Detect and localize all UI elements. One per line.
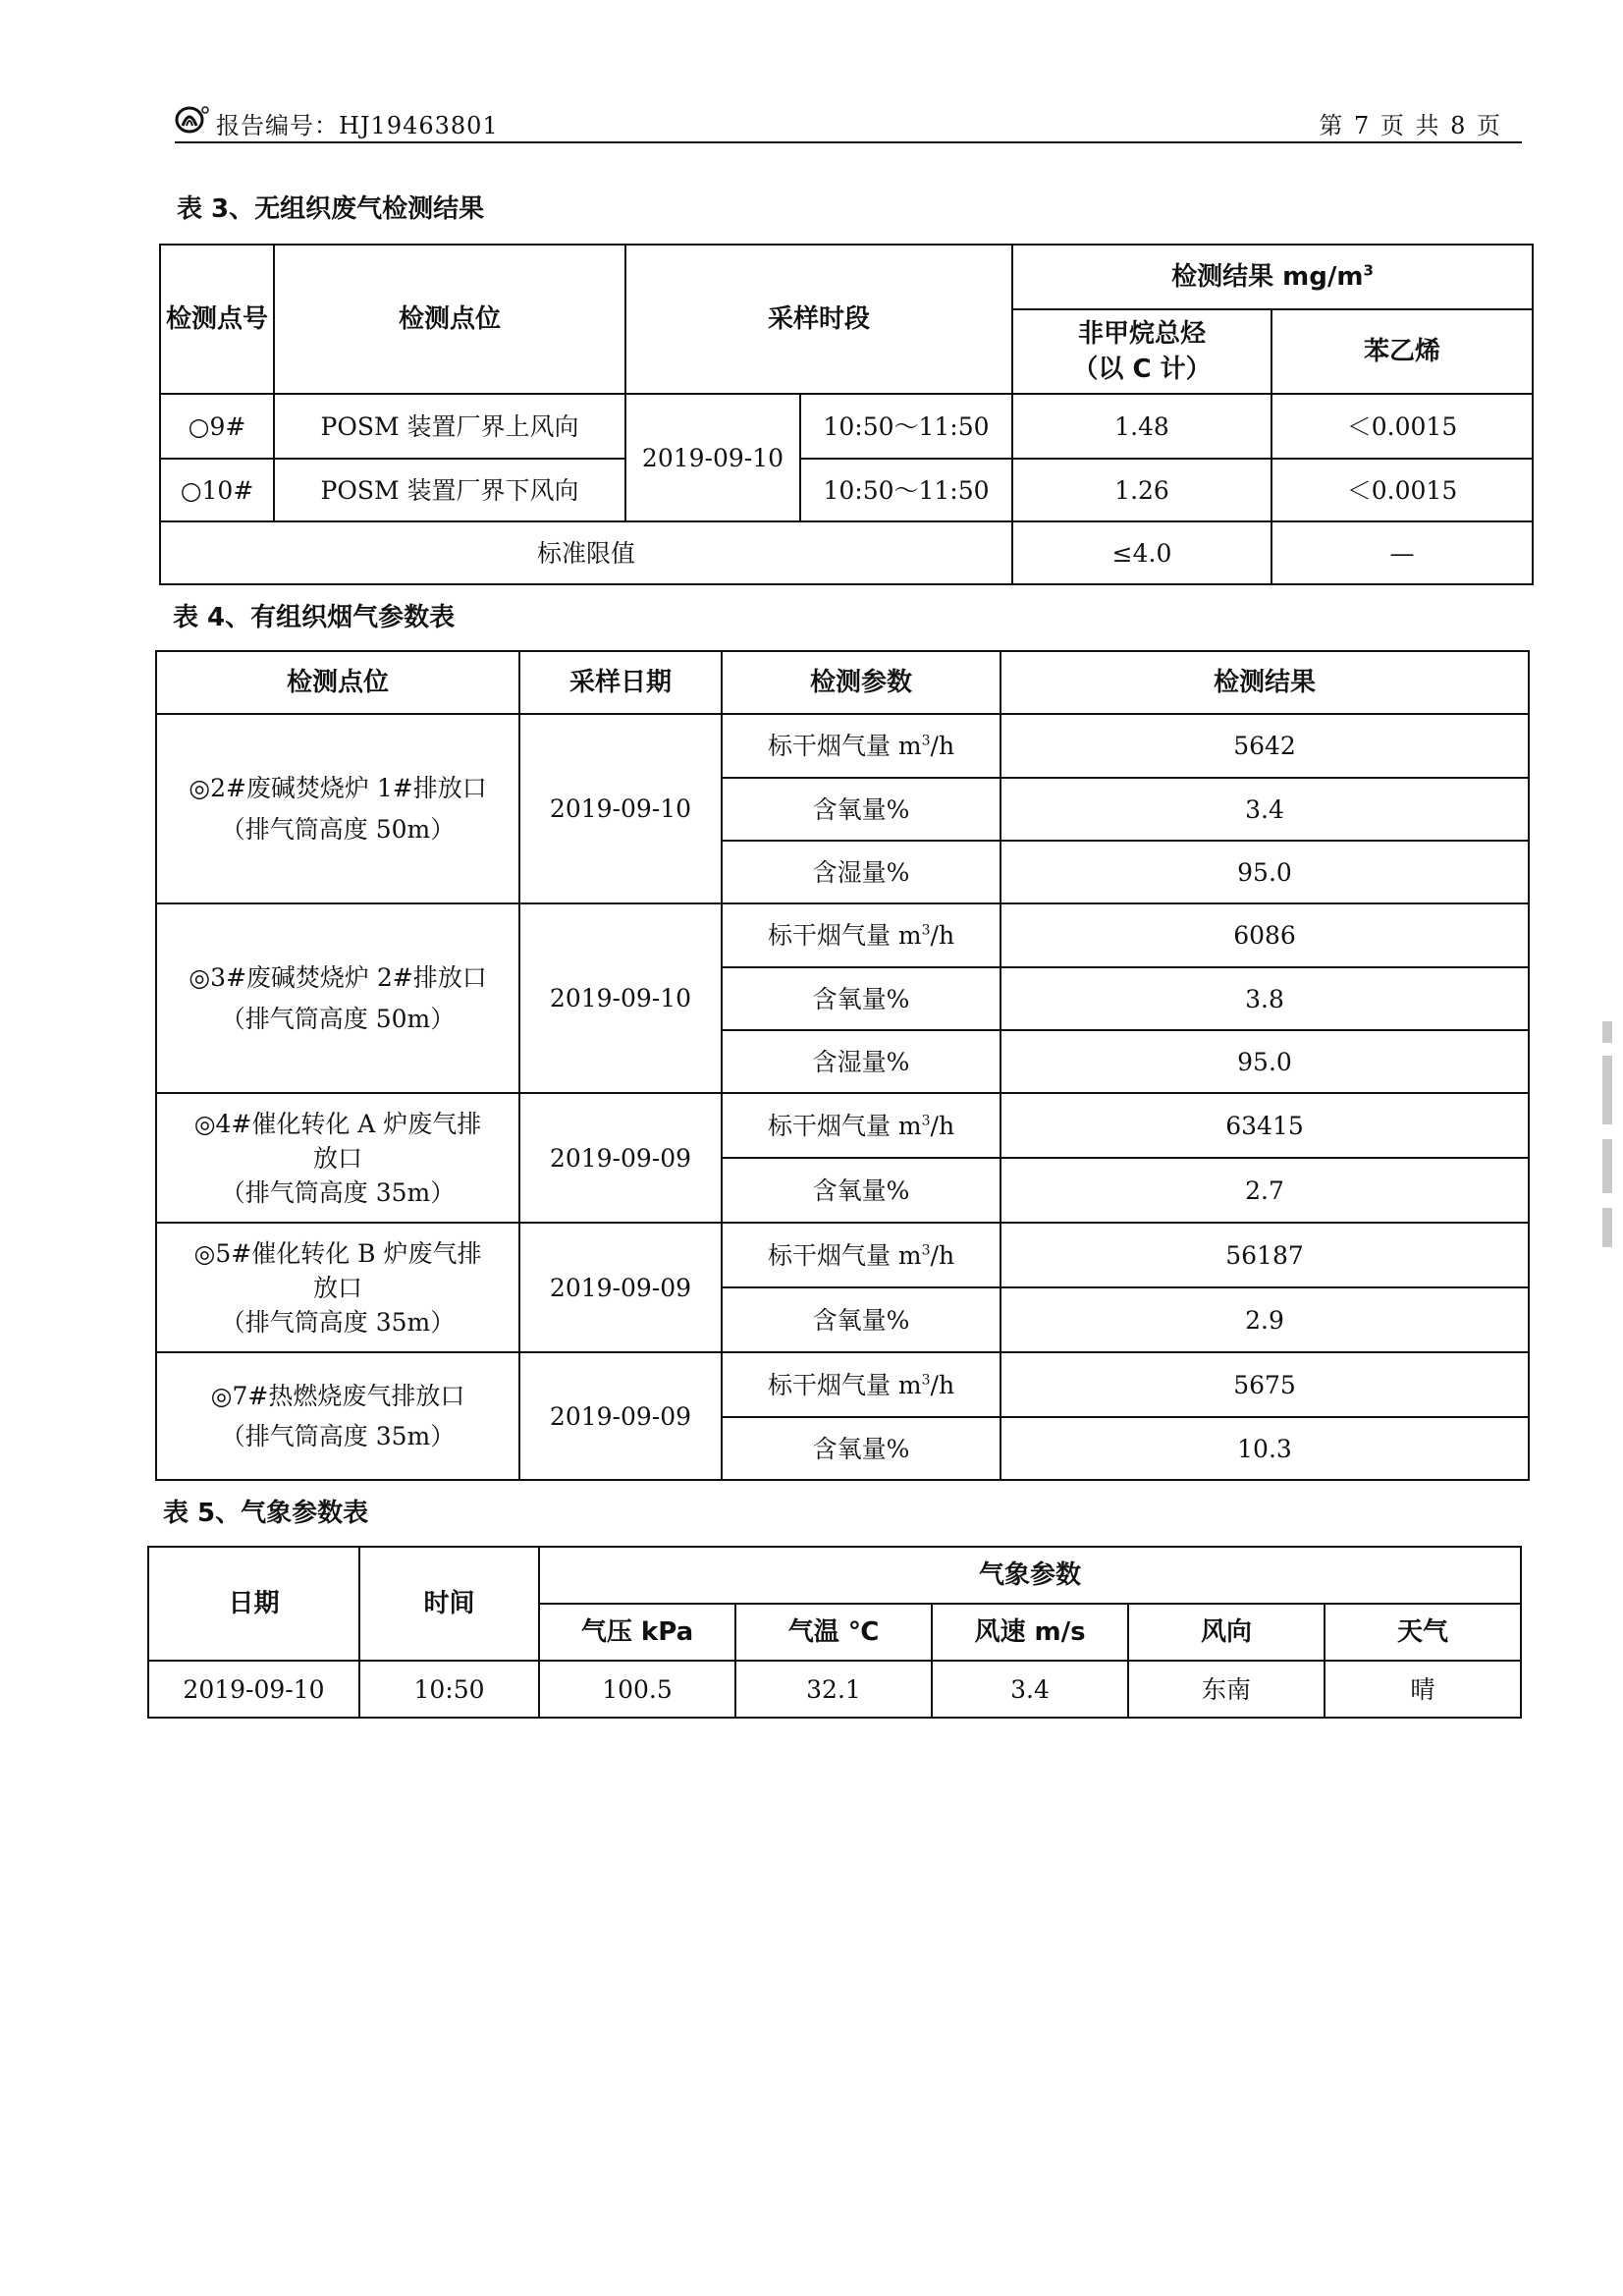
table-row (148, 1661, 1521, 1718)
temp-cell: 32.1 (735, 1661, 932, 1718)
table-row (156, 1093, 1529, 1158)
param-cell: 标干烟气量 $m^3/h$ (722, 1352, 1001, 1417)
table3-unorganized-exhaust (159, 244, 1534, 585)
result-cell: 95.0 (1001, 841, 1529, 903)
date-cell: 2019-09-09 (519, 1093, 722, 1223)
point-cell: ◎7#热燃烧废气排放口 （排气筒高度 35m） (156, 1352, 519, 1480)
param-cell: 含湿量% (722, 841, 1001, 903)
date-cell: 2019-09-10 (625, 394, 800, 521)
table-row (160, 394, 1533, 459)
header-wind-dir: 风向 (1128, 1604, 1325, 1661)
param-cell: 含氧量% (722, 1287, 1001, 1352)
point-cell: ◎3#废碱焚烧炉 2#排放口 （排气筒高度 50m） (156, 903, 519, 1093)
header-time: 时间 (359, 1547, 539, 1661)
point-cell: POSM 装置厂界上风向 (274, 394, 625, 459)
table-row (156, 903, 1529, 967)
header-point-no: 检测点号 (160, 245, 274, 394)
page-header (175, 102, 1522, 143)
date-cell: 2019-09-09 (519, 1352, 722, 1480)
styrene-cell: ＜0.0015 (1271, 459, 1533, 521)
nmhc-cell: 1.26 (1012, 459, 1271, 521)
result-cell: 2.9 (1001, 1287, 1529, 1352)
wind-speed-cell: 3.4 (932, 1661, 1128, 1718)
limit-row (160, 521, 1533, 584)
header-styrene: 苯乙烯 (1271, 309, 1533, 394)
param-cell: 标干烟气量 $m^3/h$ (722, 1223, 1001, 1287)
header-date: 日期 (148, 1547, 359, 1661)
table-row (156, 1223, 1529, 1287)
header-period: 采样时段 (625, 245, 1012, 394)
param-cell: 标干烟气量 $m^3/h$ (722, 714, 1001, 778)
param-cell: 标干烟气量 $m^3/h$ (722, 903, 1001, 967)
table-row (160, 459, 1533, 521)
limit-label: 标准限值 (160, 521, 1012, 584)
point-no-cell: ○9# (160, 394, 274, 459)
point-no-cell: ○10# (160, 459, 274, 521)
table4-stack-gas-params (155, 650, 1530, 1481)
table4-caption: 表 4、有组织烟气参数表 (173, 603, 456, 632)
header-weather: 天气 (1325, 1604, 1521, 1661)
table5-weather-params (147, 1546, 1522, 1719)
scan-edge-mark (1602, 1056, 1612, 1124)
table-row (156, 1352, 1529, 1417)
param-cell: 标干烟气量 $m^3/h$ (722, 1093, 1001, 1158)
scan-edge-mark (1602, 1139, 1612, 1193)
point-cell: ◎4#催化转化 A 炉废气排 放口 （排气筒高度 35m） (156, 1093, 519, 1223)
result-cell: 5675 (1001, 1352, 1529, 1417)
limit-nmhc: ≤4.0 (1012, 521, 1271, 584)
param-cell: 含氧量% (722, 778, 1001, 841)
param-cell: 含氧量% (722, 1158, 1001, 1223)
header-weather-group: 气象参数 (539, 1547, 1521, 1604)
time-cell: 10:50～11:50 (800, 394, 1012, 459)
result-cell: 95.0 (1001, 1030, 1529, 1093)
scan-edge-mark (1602, 1208, 1612, 1247)
header-temp: 气温 ℃ (735, 1604, 932, 1661)
report-number: 报告编号：HJ19463801 (216, 112, 499, 139)
scan-edge-mark (1602, 1021, 1612, 1043)
result-cell: 2.7 (1001, 1158, 1529, 1223)
table5-caption: 表 5、气象参数表 (163, 1499, 369, 1528)
company-logo-icon (175, 104, 210, 134)
header-point: 检测点位 (156, 651, 519, 714)
header-date: 采样日期 (519, 651, 722, 714)
result-cell: 3.8 (1001, 967, 1529, 1030)
result-cell: 56187 (1001, 1223, 1529, 1287)
date-cell: 2019-09-09 (519, 1223, 722, 1352)
table3-caption: 表 3、无组织废气检测结果 (177, 194, 485, 224)
time-cell: 10:50～11:50 (800, 459, 1012, 521)
header-nmhc: 非甲烷总烃 （以 C 计） (1012, 309, 1271, 394)
time-cell: 10:50 (359, 1661, 539, 1718)
page-number: 第 7 页 共 8 页 (1319, 112, 1502, 139)
header-param: 检测参数 (722, 651, 1001, 714)
nmhc-cell: 1.48 (1012, 394, 1271, 459)
wind-dir-cell: 东南 (1128, 1661, 1325, 1718)
header-wind-speed: 风速 m/s (932, 1604, 1128, 1661)
header-result: 检测结果 (1001, 651, 1529, 714)
pressure-cell: 100.5 (539, 1661, 735, 1718)
date-cell: 2019-09-10 (519, 903, 722, 1093)
table-row (156, 714, 1529, 778)
styrene-cell: ＜0.0015 (1271, 394, 1533, 459)
header-pressure: 气压 kPa (539, 1604, 735, 1661)
point-cell: POSM 装置厂界下风向 (274, 459, 625, 521)
weather-cell: 晴 (1325, 1661, 1521, 1718)
point-cell: ◎2#废碱焚烧炉 1#排放口 （排气筒高度 50m） (156, 714, 519, 903)
point-cell: ◎5#催化转化 B 炉废气排 放口 （排气筒高度 35m） (156, 1223, 519, 1352)
param-cell: 含氧量% (722, 1417, 1001, 1480)
header-result: 检测结果 $mg/m^3$ (1012, 245, 1533, 309)
result-cell: 6086 (1001, 903, 1529, 967)
date-cell: 2019-09-10 (148, 1661, 359, 1718)
param-cell: 含氧量% (722, 967, 1001, 1030)
result-cell: 10.3 (1001, 1417, 1529, 1480)
param-cell: 含湿量% (722, 1030, 1001, 1093)
header-point: 检测点位 (274, 245, 625, 394)
limit-styrene: — (1271, 521, 1533, 584)
result-cell: 63415 (1001, 1093, 1529, 1158)
result-cell: 5642 (1001, 714, 1529, 778)
result-cell: 3.4 (1001, 778, 1529, 841)
date-cell: 2019-09-10 (519, 714, 722, 903)
